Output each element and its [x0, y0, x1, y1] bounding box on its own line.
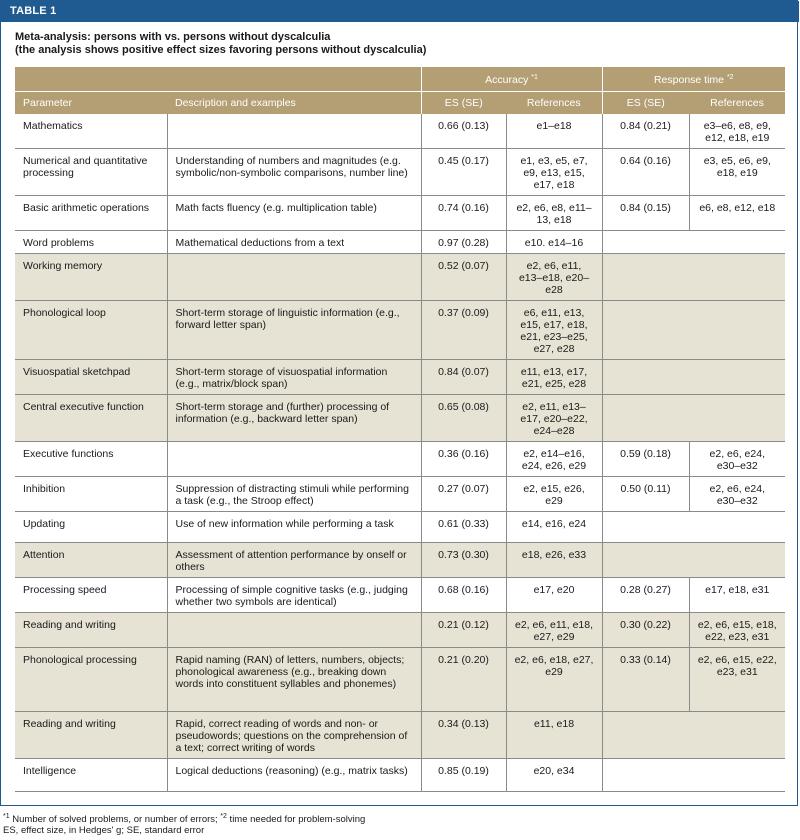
- header-spacer: [15, 67, 421, 92]
- cell-rt-es: [602, 301, 689, 360]
- cell-parameter: Attention: [15, 543, 167, 578]
- cell-rt-es: 0.33 (0.14): [602, 648, 689, 712]
- cell-parameter: Numerical and quantitative processing: [15, 149, 167, 196]
- cell-rt-es: 0.64 (0.16): [602, 149, 689, 196]
- cell-rt-es: [602, 543, 689, 578]
- cell-description: Mathematical deductions from a text: [167, 231, 421, 254]
- cell-rt-references: [689, 231, 785, 254]
- header-column-row: [15, 92, 785, 115]
- cell-accuracy-es: 0.36 (0.16): [421, 442, 506, 477]
- cell-accuracy-references: e14, e16, e24: [506, 512, 602, 543]
- cell-rt-references: [689, 712, 785, 759]
- cell-description: Short-term storage of linguistic information (e.g., forward letter span): [167, 301, 421, 360]
- cell-accuracy-es: 0.73 (0.30): [421, 543, 506, 578]
- table-row: [15, 442, 785, 477]
- table-row: [15, 477, 785, 512]
- cell-accuracy-references: e6, e11, e13, e15, e17, e18, e21, e23–e25, e27, e28: [506, 301, 602, 360]
- cell-accuracy-references: e2, e6, e11, e18, e27, e29: [506, 613, 602, 648]
- cell-accuracy-es: 0.61 (0.33): [421, 512, 506, 543]
- cell-accuracy-es: 0.37 (0.09): [421, 301, 506, 360]
- footnote-1: $^{*1}$ Number of solved problems, or number of errors; $^{*2}$ time needed for problem-solving: [3, 813, 366, 825]
- cell-accuracy-references: e2, e14–e16, e24, e26, e29: [506, 442, 602, 477]
- cell-rt-es: [602, 512, 689, 543]
- table-row: [15, 648, 785, 712]
- cell-rt-references: e6, e8, e12, e18: [689, 196, 785, 231]
- title-line-1: Meta-analysis: persons with vs. persons without dyscalculia: [15, 31, 331, 43]
- cell-description: [167, 114, 421, 149]
- cell-rt-references: e3–e6, e8, e9, e12, e18, e19: [689, 114, 785, 149]
- cell-rt-es: 0.50 (0.11): [602, 477, 689, 512]
- cell-parameter: Updating: [15, 512, 167, 543]
- table-row: [15, 254, 785, 301]
- cell-rt-references: e2, e6, e15, e22, e23, e31: [689, 648, 785, 712]
- table-row: [15, 231, 785, 254]
- cell-parameter: Working memory: [15, 254, 167, 301]
- header-group-row: [15, 67, 785, 92]
- cell-accuracy-references: e2, e15, e26, e29: [506, 477, 602, 512]
- cell-rt-es: 0.30 (0.22): [602, 613, 689, 648]
- table-title: [15, 31, 426, 57]
- cell-accuracy-es: 0.21 (0.20): [421, 648, 506, 712]
- header-response-time: Response time $^{*2}$: [602, 67, 785, 92]
- cell-rt-references: [689, 543, 785, 578]
- cell-accuracy-references: e20, e34: [506, 759, 602, 792]
- data-table: [15, 67, 785, 792]
- cell-parameter: Phonological loop: [15, 301, 167, 360]
- cell-accuracy-references: e17, e20: [506, 578, 602, 613]
- table-row: [15, 759, 785, 792]
- cell-accuracy-references: e2, e6, e18, e27, e29: [506, 648, 602, 712]
- table-row: [15, 149, 785, 196]
- cell-rt-es: [602, 395, 689, 442]
- cell-rt-references: e2, e6, e24, e30–e32: [689, 477, 785, 512]
- cell-description: Rapid, correct reading of words and non- or pseudowords; questions on the comprehension of a text; correct writing of words: [167, 712, 421, 759]
- cell-rt-es: [602, 360, 689, 395]
- table-label: TABLE 1: [1, 1, 799, 22]
- cell-accuracy-references: e1, e3, e5, e7, e9, e13, e15, e17, e18: [506, 149, 602, 196]
- table-row: [15, 613, 785, 648]
- table-row: [15, 712, 785, 759]
- title-line-2: (the analysis shows positive effect sizes favoring persons without dyscalculia): [15, 44, 427, 56]
- cell-parameter: Reading and writing: [15, 613, 167, 648]
- table-row: [15, 578, 785, 613]
- cell-parameter: Reading and writing: [15, 712, 167, 759]
- table-row: [15, 543, 785, 578]
- table-row: [15, 114, 785, 149]
- cell-parameter: Visuospatial sketchpad: [15, 360, 167, 395]
- col-accuracy-references: References: [506, 92, 602, 115]
- cell-parameter: Processing speed: [15, 578, 167, 613]
- cell-accuracy-references: e1–e18: [506, 114, 602, 149]
- cell-accuracy-es: 0.97 (0.28): [421, 231, 506, 254]
- cell-accuracy-references: e18, e26, e33: [506, 543, 602, 578]
- cell-description: Logical deductions (reasoning) (e.g., matrix tasks): [167, 759, 421, 792]
- cell-rt-references: e3, e5, e6, e9, e18, e19: [689, 149, 785, 196]
- cell-rt-references: [689, 254, 785, 301]
- cell-accuracy-es: 0.84 (0.07): [421, 360, 506, 395]
- cell-description: Math facts fluency (e.g. multiplication table): [167, 196, 421, 231]
- header-accuracy: Accuracy $^{*1}$: [421, 67, 602, 92]
- cell-rt-es: 0.59 (0.18): [602, 442, 689, 477]
- cell-accuracy-es: 0.85 (0.19): [421, 759, 506, 792]
- cell-rt-references: [689, 395, 785, 442]
- footnote-2: ES, effect size, in Hedges' g; SE, standard error: [3, 825, 205, 836]
- cell-parameter: Phonological processing: [15, 648, 167, 712]
- cell-description: Use of new information while performing a task: [167, 512, 421, 543]
- cell-accuracy-references: e11, e13, e17, e21, e25, e28: [506, 360, 602, 395]
- cell-rt-references: e2, e6, e15, e18, e22, e23, e31: [689, 613, 785, 648]
- cell-description: [167, 254, 421, 301]
- cell-parameter: Central executive function: [15, 395, 167, 442]
- table-row: [15, 360, 785, 395]
- cell-accuracy-es: 0.65 (0.08): [421, 395, 506, 442]
- cell-description: Short-term storage of visuospatial information (e.g., matrix/block span): [167, 360, 421, 395]
- cell-description: [167, 613, 421, 648]
- cell-rt-references: [689, 360, 785, 395]
- cell-parameter: Mathematics: [15, 114, 167, 149]
- cell-accuracy-es: 0.45 (0.17): [421, 149, 506, 196]
- cell-accuracy-es: 0.34 (0.13): [421, 712, 506, 759]
- cell-rt-es: [602, 712, 689, 759]
- cell-parameter: Intelligence: [15, 759, 167, 792]
- cell-description: Rapid naming (RAN) of letters, numbers, objects; phonological awareness (e.g., breaking down words into constituent syllables and phonemes): [167, 648, 421, 712]
- col-description: Description and examples: [167, 92, 421, 115]
- table-row: [15, 395, 785, 442]
- cell-rt-es: 0.84 (0.21): [602, 114, 689, 149]
- cell-accuracy-es: 0.68 (0.16): [421, 578, 506, 613]
- cell-rt-references: [689, 759, 785, 792]
- cell-accuracy-es: 0.52 (0.07): [421, 254, 506, 301]
- cell-parameter: Executive functions: [15, 442, 167, 477]
- cell-rt-es: 0.84 (0.15): [602, 196, 689, 231]
- cell-parameter: Basic arithmetic operations: [15, 196, 167, 231]
- cell-description: Understanding of numbers and magnitudes (e.g. symbolic/non-symbolic comparisons, number line): [167, 149, 421, 196]
- cell-rt-es: [602, 254, 689, 301]
- cell-rt-es: [602, 759, 689, 792]
- cell-parameter: Inhibition: [15, 477, 167, 512]
- col-rt-references: References: [689, 92, 785, 115]
- cell-accuracy-references: e2, e11, e13–e17, e20–e22, e24–e28: [506, 395, 602, 442]
- col-rt-es: ES (SE): [602, 92, 689, 115]
- cell-accuracy-references: e2, e6, e11, e13–e18, e20–e28: [506, 254, 602, 301]
- cell-description: [167, 442, 421, 477]
- cell-accuracy-es: 0.21 (0.12): [421, 613, 506, 648]
- col-accuracy-es: ES (SE): [421, 92, 506, 115]
- cell-description: Processing of simple cognitive tasks (e.g., judging whether two symbols are identical): [167, 578, 421, 613]
- cell-rt-references: e17, e18, e31: [689, 578, 785, 613]
- cell-accuracy-references: e10. e14–16: [506, 231, 602, 254]
- table-row: [15, 196, 785, 231]
- table-row: [15, 301, 785, 360]
- cell-accuracy-es: 0.66 (0.13): [421, 114, 506, 149]
- cell-rt-references: [689, 301, 785, 360]
- col-parameter: Parameter: [15, 92, 167, 115]
- cell-accuracy-references: e11, e18: [506, 712, 602, 759]
- cell-rt-es: [602, 231, 689, 254]
- cell-description: Short-term storage and (further) processing of information (e.g., backward letter span): [167, 395, 421, 442]
- cell-rt-references: e2, e6, e24, e30–e32: [689, 442, 785, 477]
- cell-rt-es: 0.28 (0.27): [602, 578, 689, 613]
- cell-description: Suppression of distracting stimuli while performing a task (e.g., the Stroop effect): [167, 477, 421, 512]
- cell-parameter: Word problems: [15, 231, 167, 254]
- cell-accuracy-references: e2, e6, e8, e11–13, e18: [506, 196, 602, 231]
- cell-description: Assessment of attention performance by onself or others: [167, 543, 421, 578]
- table-row: [15, 512, 785, 543]
- cell-rt-references: [689, 512, 785, 543]
- cell-accuracy-es: 0.27 (0.07): [421, 477, 506, 512]
- cell-accuracy-es: 0.74 (0.16): [421, 196, 506, 231]
